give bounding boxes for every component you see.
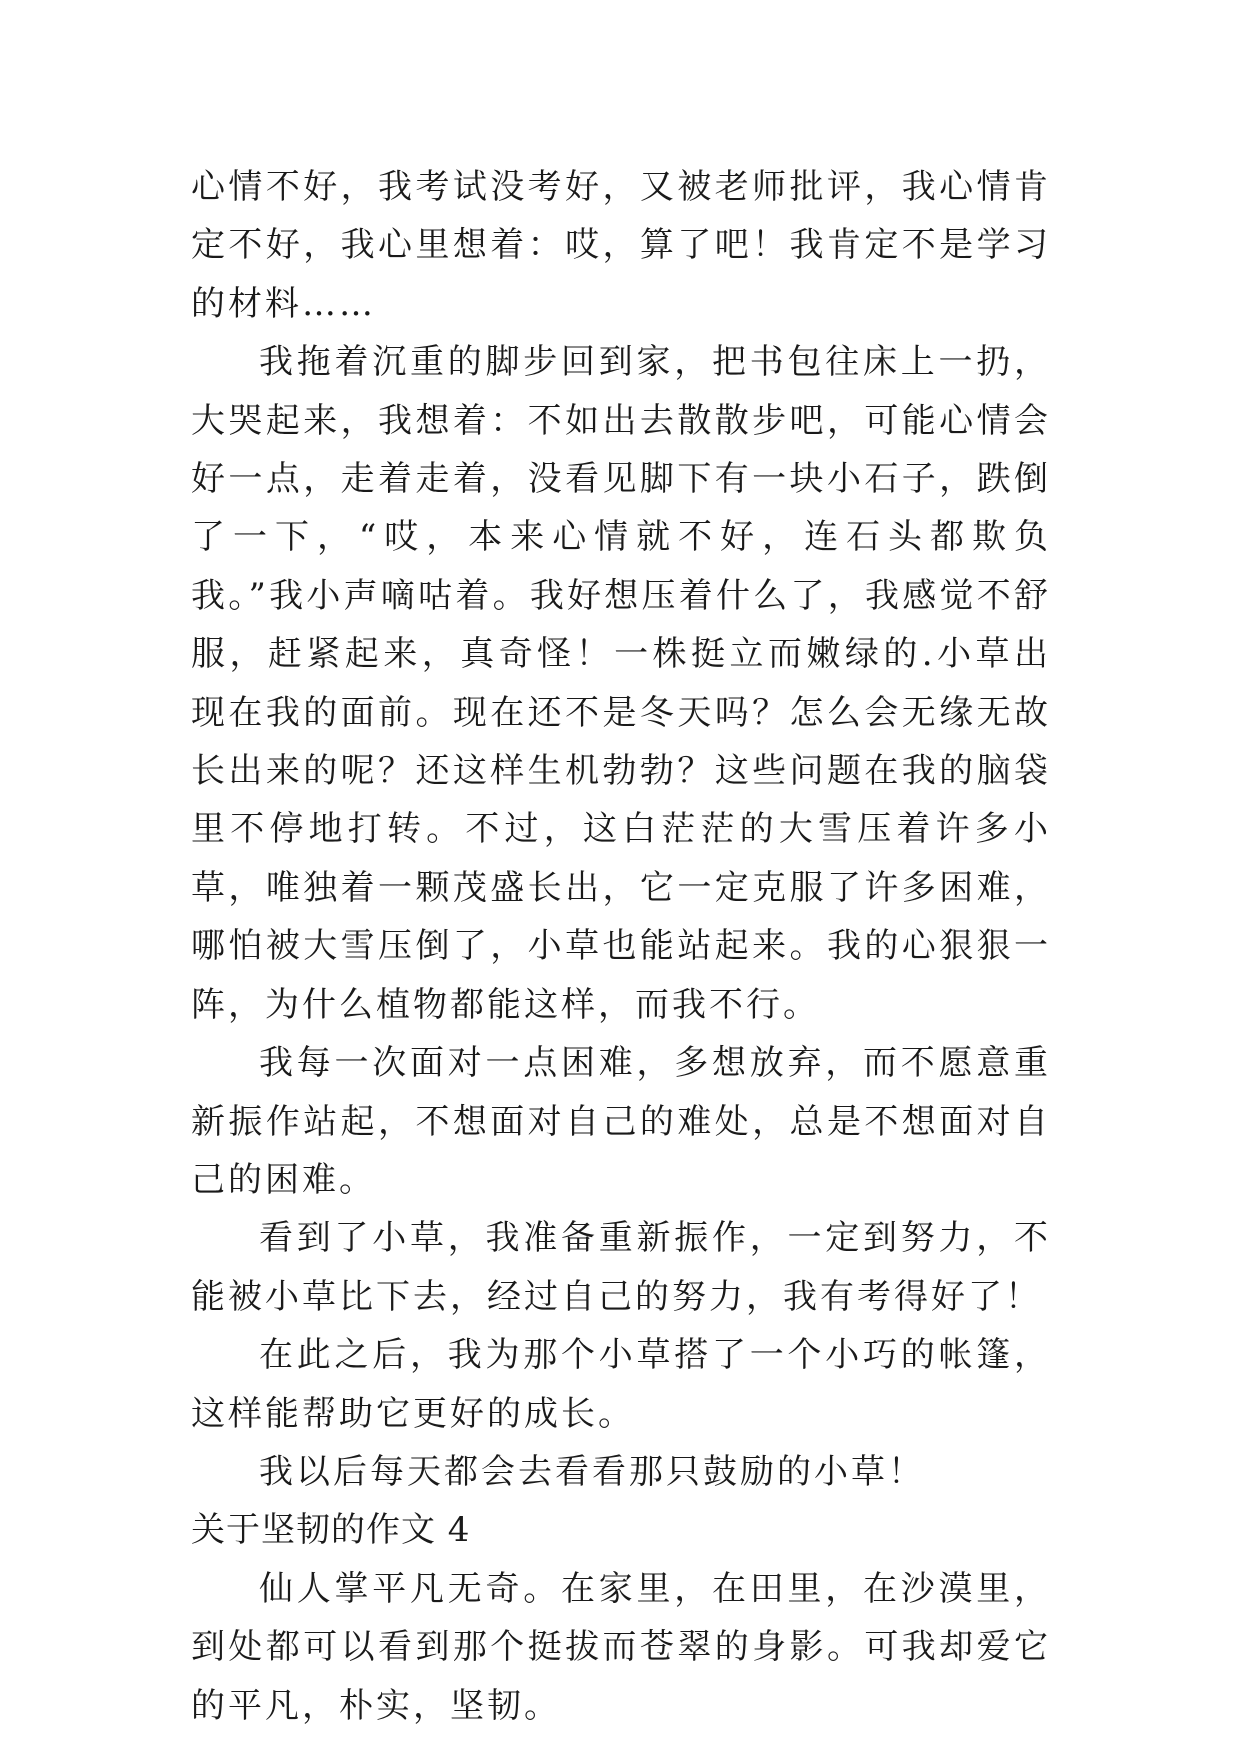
essay-body	[191, 158, 1051, 1735]
paragraph: 仙人掌平凡无奇。在家里，在田里，在沙漠里，到处都可以看到那个挺拔而苍翠的身影。可我却爱它的平凡，朴实，坚韧。	[191, 1568, 1051, 1726]
paragraph: 在此之后，我为那个小草搭了一个小巧的帐篷，这样能帮助它更好的成长。	[191, 1335, 1051, 1434]
paragraph: 我拖着沉重的脚步回到家，把书包往床上一扔，大哭起来，我想着：不如出去散散步吧，可能心情会好一点，走着走着，没看见脚下有一块小石子，跌倒了一下，“哎，本来心情就不好，连石头都欺负我。”我小声嘀咕着。我好想压着什么了，我感觉不舒服，赶紧起来，真奇怪！一株挺立而嫩绿的.小草出现在我的面前。现在还不是冬天吗？怎么会无缘无故长出来的呢？还这样生机勃勃？这些问题在我的脑袋里不停地打转。不过，这白茫茫的大雪压着许多小草，唯独着一颗茂盛长出，它一定克服了许多困难，哪怕被大雪压倒了，小草也能站起来。我的心狠狠一阵，为什么植物都能这样，而我不行。	[191, 342, 1051, 1025]
paragraph: 我每一次面对一点困难，多想放弃，而不愿意重新振作站起，不想面对自己的难处，总是不想面对自己的困难。	[191, 1043, 1051, 1200]
paragraph: 看到了小草，我准备重新振作，一定到努力，不能被小草比下去，经过自己的努力，我有考得好了！	[191, 1218, 1051, 1317]
paragraph-continuation: 心情不好，我考试没考好，又被老师批评，我心情肯定不好，我心里想着：哎，算了吧！我肯定不是学习的材料……	[191, 167, 1051, 324]
paragraph: 我以后每天都会去看看那只鼓励的小草！	[259, 1451, 925, 1492]
section-heading: 关于坚韧的作文 4	[191, 1510, 471, 1551]
